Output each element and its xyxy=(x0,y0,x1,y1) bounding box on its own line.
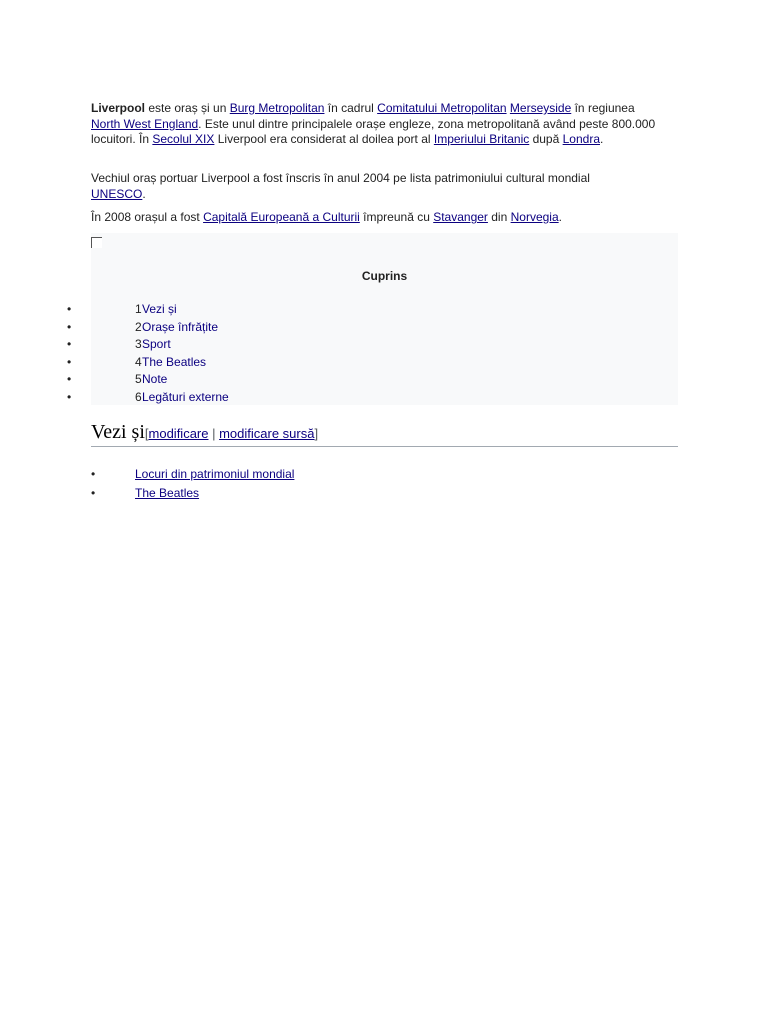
paragraph-text: în cadrul xyxy=(324,101,378,115)
edit-source-link[interactable]: modificare sursă xyxy=(219,426,315,441)
link-norvegia[interactable]: Norvegia xyxy=(510,210,559,224)
toc-number: 3 xyxy=(135,337,142,351)
toc-title: Cuprins xyxy=(361,269,408,283)
toc-number: 6 xyxy=(135,390,142,404)
link-comitatului-metropolitan[interactable]: Comitatului Metropolitan xyxy=(377,101,507,115)
link-londra[interactable]: Londra xyxy=(562,132,600,146)
toc-bullet: • xyxy=(67,302,72,316)
toc-number: 2 xyxy=(135,320,142,334)
link-capitala-europeana[interactable]: Capitală Europeană a Culturii xyxy=(203,210,360,224)
paragraph-text: . xyxy=(600,132,604,146)
paragraph-text: . xyxy=(558,210,562,224)
toc-bullet: • xyxy=(67,355,72,369)
culture-capital-paragraph xyxy=(91,210,661,226)
toc-number: 5 xyxy=(135,372,142,386)
toc-label: Note xyxy=(142,372,168,386)
link-stavanger[interactable]: Stavanger xyxy=(433,210,488,224)
paragraph-text: Liverpool era considerat al doilea port al xyxy=(214,132,434,146)
edit-link[interactable]: modificare xyxy=(148,426,209,441)
toc-label: The Beatles xyxy=(142,355,207,369)
link-burg-metropolitan[interactable]: Burg Metropolitan xyxy=(229,101,325,115)
link-unesco[interactable]: UNESCO xyxy=(91,186,143,201)
toc-label: Vezi și xyxy=(142,302,177,316)
unesco-paragraph xyxy=(91,171,611,202)
toc-bullet: • xyxy=(67,390,72,404)
toc-number: 1 xyxy=(135,302,142,316)
link-the-beatles[interactable]: The Beatles xyxy=(135,486,200,500)
link-merseyside[interactable]: Merseyside xyxy=(509,101,572,115)
link-north-west-england[interactable]: North West England xyxy=(91,116,199,131)
toc-bullet: • xyxy=(67,372,72,386)
bracket-open: [ xyxy=(144,426,149,441)
list-bullet: • xyxy=(91,467,96,481)
edit-section-links xyxy=(145,426,318,441)
toc-toggle-checkbox[interactable] xyxy=(91,237,102,248)
intro-paragraph xyxy=(91,101,661,148)
paragraph-text: în regiunea xyxy=(571,101,635,115)
paragraph-text: Vechiul oraș portuar Liverpool a fost înscris în anul 2004 pe lista patrimoniului cultural mondial xyxy=(91,171,590,185)
article-subject: Liverpool xyxy=(91,101,146,115)
bracket-close: ] xyxy=(314,426,319,441)
link-imperiului-britanic[interactable]: Imperiului Britanic xyxy=(433,132,530,146)
paragraph-text: din xyxy=(487,210,511,224)
edit-separator: | xyxy=(208,426,220,441)
section-heading-vezi-si xyxy=(91,421,678,447)
toc-label: Sport xyxy=(142,337,171,351)
toc-bullet: • xyxy=(67,337,72,351)
paragraph-text: este oraș și un xyxy=(145,101,230,115)
link-locuri-patrimoniu[interactable]: Locuri din patrimoniul mondial xyxy=(135,467,295,481)
paragraph-text: după xyxy=(529,132,563,146)
paragraph-text: împreună cu xyxy=(359,210,434,224)
list-bullet: • xyxy=(91,486,96,500)
toc-number: 4 xyxy=(135,355,142,369)
toc-bullet: • xyxy=(67,320,72,334)
toc-label: Orașe înfrățite xyxy=(142,320,219,334)
paragraph-text: . Este unul dintre principalele orașe engleze, zona metropolitană având peste 800.000 locuitori. În xyxy=(91,116,656,146)
paragraph-text: În 2008 orașul a fost xyxy=(91,210,204,224)
section-title: Vezi și xyxy=(91,421,145,443)
toc-label: Legături externe xyxy=(142,390,229,404)
paragraph-text: . xyxy=(142,186,146,201)
link-secolul-xix[interactable]: Secolul XIX xyxy=(152,132,215,146)
